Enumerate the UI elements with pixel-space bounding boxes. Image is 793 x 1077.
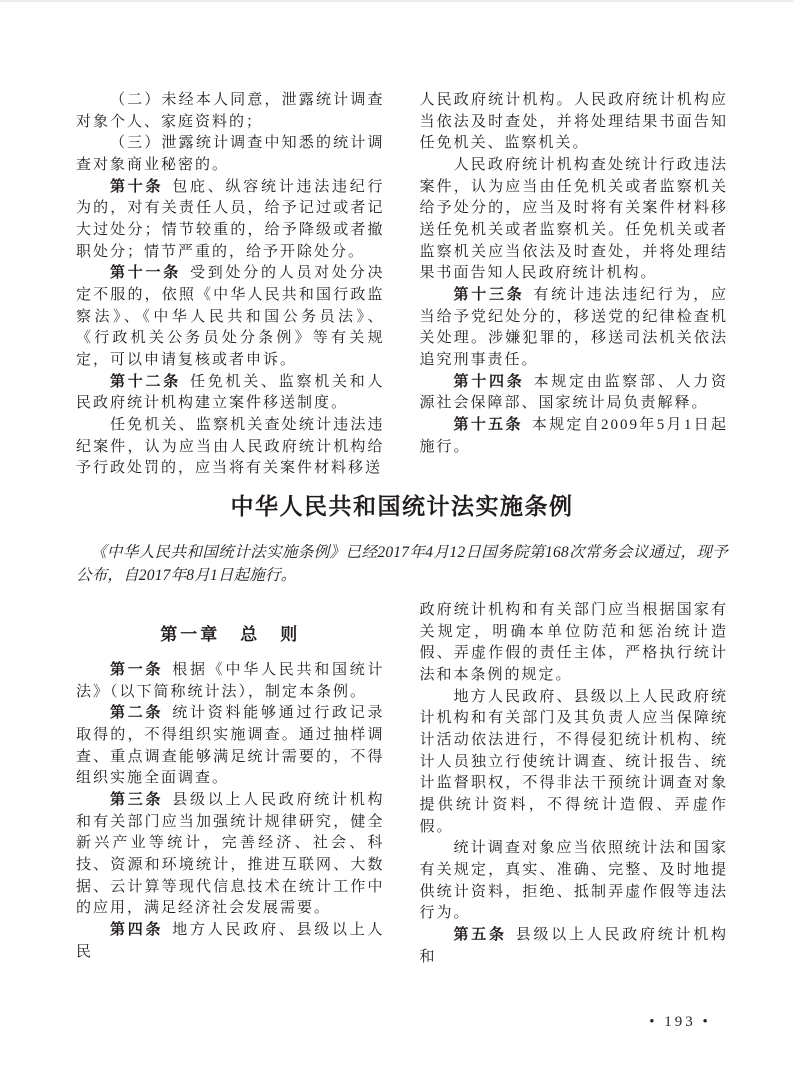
article-number: 第十二条	[110, 373, 181, 390]
section2-left-paragraphs	[76, 660, 385, 963]
paragraph: （二）未经本人同意，泄露统计调查对象个人、家庭资料的；	[76, 92, 385, 130]
paragraph: 第十五条 本规定自2009年5月1日起施行。	[419, 416, 728, 455]
article-number: 第一条	[110, 662, 164, 678]
document-title: 中华人民共和国统计法实施条例	[230, 494, 574, 519]
section2-left-column	[76, 600, 385, 968]
paragraph: 第二条 统计资料能够通过行政记录取得的，不得组织实施调查。通过抽样调查、重点调查能够满足统计需要的，不得组织实施全面调查。	[76, 705, 385, 787]
section1-right-column	[420, 90, 729, 490]
paragraph: 第四条 地方人民政府、县级以上人民	[76, 921, 385, 960]
article-number: 第二条	[110, 705, 164, 722]
preamble: 《中华人民共和国统计法实施条例》已经2017年4月12日国务院第168次常务会议通过，现予公布，自2017年8月1日起施行。	[76, 544, 728, 584]
paragraph: 第十一条 受到处分的人员对处分决定不服的，依照《中华人民共和国行政监察法》、《中华人民共和国公务员法》、《行政机关公务员处分条例》等有关规定，可以申请复核或者申诉。	[76, 265, 385, 368]
paragraph: 人民政府统计机构。人民政府统计机构应当依法及时查处，并将处理结果书面告知任免机关、监察机关。	[419, 92, 728, 152]
article-number: 第三条	[110, 791, 164, 808]
paragraph: 第十条 包庇、纵容统计违法违纪行为的，对有关责任人员，给予记过或者记大过处分；情节较重的，给予降级或者撤职处分；情节严重的，给予开除处分。	[76, 178, 385, 260]
article-number: 第十条	[110, 178, 164, 195]
paragraph: 第十三条 有统计违法违纪行为，应当给予党纪处分的，移送党的纪律检查机关处理。涉嫌犯罪的，移送司法机关依法追究刑事责任。	[419, 286, 728, 368]
paragraph: 第三条 县级以上人民政府统计机构和有关部门应当加强统计规律研究，健全新兴产业等统计，完善经济、社会、科技、资源和环境统计，推进互联网、大数据、云计算等现代信息技术在统计工作中的应用，满足经济社会发展需要。	[76, 791, 385, 917]
chapter-heading: 第一章 总 则	[160, 625, 301, 644]
paragraph: 第十二条 任免机关、监察机关和人民政府统计机构建立案件移送制度。	[76, 373, 385, 412]
paragraph: 统计调查对象应当依照统计法和国家有关规定，真实、准确、完整、及时地提供统计资料，拒绝、抵制弄虚作假等违法行为。	[419, 840, 728, 922]
previous-regulation-continuation	[76, 90, 728, 490]
page-number: • 193 •	[649, 1014, 711, 1030]
article-number: 第十五条	[453, 416, 523, 433]
paragraph: 地方人民政府、县级以上人民政府统计机构和有关部门及其负责人应当保障统计活动依法进行，不得侵犯统计机构、统计人员独立行使统计调查、统计报告、统计监督职权，不得非法干预统计调查对象提供统计资料，不得统计造假、弄虚作假。	[419, 688, 728, 835]
article-number: 第十三条	[453, 286, 525, 303]
regulation-body	[76, 600, 728, 968]
article-number: 第十一条	[110, 265, 181, 282]
article-number: 第十四条	[453, 373, 525, 390]
section2-right-column	[420, 600, 729, 968]
paragraph: 任免机关、监察机关查处统计违法违纪案件，认为应当由人民政府统计机构给予行政处罚的，应当将有关案件材料移送	[76, 416, 385, 477]
article-number: 第五条	[453, 926, 507, 943]
paragraph: （三）泄露统计调查中知悉的统计调查对象商业秘密的。	[76, 135, 385, 173]
article-number: 第四条	[110, 921, 164, 938]
paragraph: 第一条 根据《中华人民共和国统计法》（以下简称统计法），制定本条例。	[76, 662, 385, 700]
paragraph: 第五条 县级以上人民政府统计机构和	[419, 926, 728, 965]
page-content	[76, 90, 728, 968]
section1-left-column	[76, 90, 385, 490]
paragraph: 人民政府统计机构查处统计行政违法案件，认为应当由任免机关或者监察机关给予处分的，应当及时将有关案件材料移送任免机关或者监察机关。任免机关或者监察机关应当依法及时查处，并将处理结果书面告知人民政府统计机构。	[419, 156, 728, 282]
paragraph: 政府统计机构和有关部门应当根据国家有关规定，明确本单位防范和惩治统计造假、弄虚作假的责任主体，严格执行统计法和本条例的规定。	[419, 602, 728, 683]
paragraph: 第十四条 本规定由监察部、人力资源社会保障部、国家统计局负责解释。	[419, 373, 728, 412]
